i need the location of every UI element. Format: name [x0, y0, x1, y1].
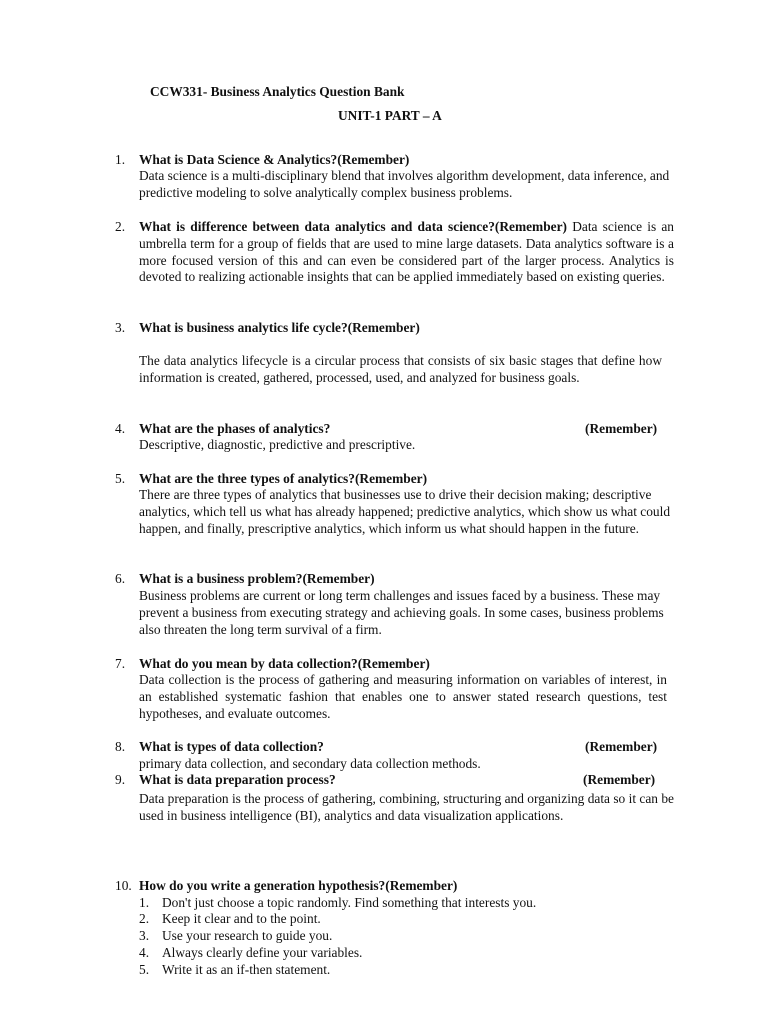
answer-text: Business problems are current or long term challenges and issues faced by a business. These may prevent a business from executing strategy and achieving goals. In some cases, business problems also threaten the long term survival of a firm.	[139, 588, 664, 637]
question-number: 7.	[115, 656, 126, 671]
question-block	[139, 219, 674, 286]
question-number: 6.	[115, 571, 126, 586]
answer-text: The data analytics lifecycle is a circular process that consists of six basic stages that define how information is created, gathered, processed, used, and analyzed for business goals.	[139, 353, 662, 385]
question-number: 3.	[115, 320, 126, 335]
doc-title: CCW331- Business Analytics Question Bank	[150, 84, 405, 99]
bloom-level-tag: (Remember)	[583, 772, 656, 787]
list-item: Always clearly define your variables.	[162, 945, 363, 960]
question-text: What is business analytics life cycle?(Remember)	[139, 320, 420, 335]
question-number: 8.	[115, 739, 126, 754]
question-number: 5.	[115, 471, 126, 486]
answer-text: Descriptive, diagnostic, predictive and prescriptive.	[139, 437, 416, 452]
bloom-level-tag: (Remember)	[585, 421, 658, 436]
list-item-number: 5.	[139, 962, 150, 977]
question-number: 1.	[115, 152, 126, 167]
question-text: What is data preparation process?	[139, 772, 336, 787]
answer-text: Data science is an umbrella term for a group of fields that are used to mine large datasets. Data analytics software is a more focused version of this and can even be considered part of the larger process. Analytics is devoted to realizing actionable insights that can be applied immediately based on existing queries.	[139, 219, 675, 285]
question-text: What is Data Science & Analytics?(Remember)	[139, 152, 410, 167]
bloom-level-tag: (Remember)	[585, 739, 658, 754]
question-text: What is a business problem?(Remember)	[139, 571, 375, 586]
question-text: What are the phases of analytics?	[139, 421, 331, 436]
list-item-number: 3.	[139, 928, 150, 943]
question-number: 9.	[115, 772, 126, 787]
answer-text: There are three types of analytics that businesses use to drive their decision making; descriptive analytics, which tell us what has already happened; predictive analytics, which show us what could happen, and finally, prescriptive analytics, which inform us what should happen in the future.	[139, 487, 671, 536]
question-number: 4.	[115, 421, 126, 436]
list-item: Use your research to guide you.	[162, 928, 333, 943]
list-item-number: 4.	[139, 945, 150, 960]
question-text: How do you write a generation hypothesis?(Remember)	[139, 878, 458, 893]
list-item: Don't just choose a topic randomly. Find something that interests you.	[162, 895, 537, 910]
list-item: Keep it clear and to the point.	[162, 911, 321, 926]
answer-text: Data collection is the process of gathering and measuring information on variables of interest, in an established systematic fashion that enables one to answer stated research questions, test hypotheses, and evaluate outcomes.	[139, 672, 667, 721]
question-text: What do you mean by data collection?(Remember)	[139, 656, 430, 671]
question-number: 2.	[115, 219, 126, 234]
answer-text: Data science is a multi-disciplinary blend that involves algorithm development, data inference, and predictive modeling to solve analytically complex business problems.	[139, 168, 670, 200]
list-item-number: 1.	[139, 895, 150, 910]
question-number: 10.	[115, 878, 132, 893]
answer-text: Data preparation is the process of gathering, combining, structuring and organizing data so it can be used in business intelligence (BI), analytics and data visualization applications.	[139, 791, 674, 823]
question-text: What is types of data collection?	[139, 739, 324, 754]
list-item: Write it as an if-then statement.	[162, 962, 331, 977]
question-text: What is difference between data analytics and data science?(Remember)	[139, 219, 568, 234]
unit-heading: UNIT-1 PART – A	[338, 108, 442, 123]
question-text: What are the three types of analytics?(Remember)	[139, 471, 428, 486]
list-item-number: 2.	[139, 911, 150, 926]
answer-text: primary data collection, and secondary data collection methods.	[139, 756, 481, 771]
